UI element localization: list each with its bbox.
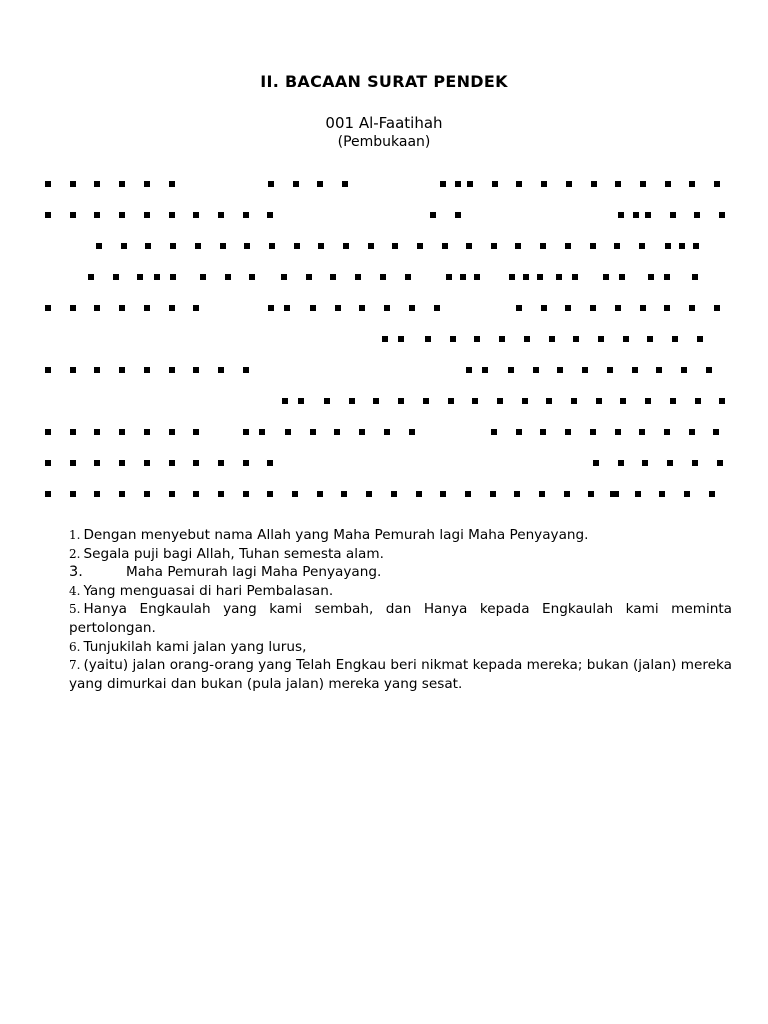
missing-glyph-box — [294, 243, 300, 249]
missing-glyph-box — [94, 491, 100, 497]
missing-glyph-box — [719, 398, 725, 404]
missing-glyph-box — [640, 181, 646, 187]
missing-glyph-box — [137, 274, 143, 280]
missing-glyph-box — [610, 491, 616, 497]
missing-glyph-box — [491, 429, 497, 435]
missing-glyph-box — [514, 491, 520, 497]
verse-translation: Dengan menyebut nama Allah yang Maha Pemurah lagi Maha Penyayang. — [83, 527, 589, 543]
missing-glyph-box — [144, 491, 150, 497]
missing-glyph-box — [330, 274, 336, 280]
missing-glyph-box — [693, 243, 699, 249]
missing-glyph-box — [70, 367, 76, 373]
missing-glyph-box — [448, 398, 454, 404]
missing-glyph-box — [719, 212, 725, 218]
missing-glyph-box — [639, 243, 645, 249]
missing-glyph-box — [557, 367, 563, 373]
missing-glyph-box — [582, 367, 588, 373]
missing-glyph-box — [269, 243, 275, 249]
missing-glyph-box — [522, 398, 528, 404]
missing-glyph-box — [713, 429, 719, 435]
missing-glyph-box — [368, 243, 374, 249]
surah-meaning: (Pembukaan) — [337, 134, 431, 150]
missing-glyph-box — [533, 367, 539, 373]
missing-glyph-box — [349, 398, 355, 404]
missing-glyph-box — [243, 429, 249, 435]
missing-glyph-box — [516, 181, 522, 187]
missing-glyph-box — [659, 491, 665, 497]
missing-glyph-box — [640, 305, 646, 311]
missing-glyph-box — [169, 491, 175, 497]
page-title: II. BACAAN SURAT PENDEK — [260, 72, 508, 91]
missing-glyph-box — [94, 181, 100, 187]
missing-glyph-box — [384, 429, 390, 435]
translation-item-4 — [69, 582, 732, 601]
missing-glyph-box — [556, 274, 562, 280]
missing-glyph-box — [292, 491, 298, 497]
translation-item-2 — [69, 545, 732, 564]
missing-glyph-box — [667, 460, 673, 466]
verse-number: 6. — [69, 639, 81, 654]
surah-name: 001 Al-Faatihah — [325, 114, 443, 132]
missing-glyph-box — [335, 305, 341, 311]
missing-glyph-box — [169, 212, 175, 218]
missing-glyph-box — [541, 181, 547, 187]
missing-glyph-box — [193, 212, 199, 218]
missing-glyph-box — [70, 212, 76, 218]
missing-glyph-box — [298, 398, 304, 404]
missing-glyph-box — [508, 367, 514, 373]
missing-glyph-box — [145, 243, 151, 249]
missing-glyph-box — [169, 460, 175, 466]
missing-glyph-box — [467, 181, 473, 187]
missing-glyph-box — [596, 398, 602, 404]
missing-glyph-box — [268, 305, 274, 311]
missing-glyph-box — [45, 367, 51, 373]
missing-glyph-box — [539, 491, 545, 497]
missing-glyph-box — [218, 460, 224, 466]
missing-glyph-box — [94, 212, 100, 218]
missing-glyph-box — [565, 243, 571, 249]
verse-translation: Hanya Engkaulah yang kami sembah, dan Hanya kepada Engkaulah kami meminta pertolongan. — [69, 601, 732, 636]
missing-glyph-box — [573, 336, 579, 342]
missing-glyph-box — [244, 243, 250, 249]
missing-glyph-box — [218, 212, 224, 218]
missing-glyph-box — [119, 491, 125, 497]
missing-glyph-box — [45, 212, 51, 218]
missing-glyph-box — [259, 429, 265, 435]
missing-glyph-box — [499, 336, 505, 342]
missing-glyph-box — [591, 181, 597, 187]
verse-number: 1. — [69, 528, 81, 542]
verse-number: 3. — [69, 564, 83, 581]
verse-number: 7. — [69, 658, 81, 673]
missing-glyph-box — [623, 336, 629, 342]
missing-glyph-box — [546, 398, 552, 404]
missing-glyph-box — [434, 305, 440, 311]
missing-glyph-box — [572, 274, 578, 280]
missing-glyph-box — [200, 274, 206, 280]
missing-glyph-box — [96, 243, 102, 249]
missing-glyph-box — [665, 243, 671, 249]
verse-translation: Maha Pemurah lagi Maha Penyayang. — [126, 564, 382, 581]
missing-glyph-box — [341, 491, 347, 497]
missing-glyph-box — [632, 367, 638, 373]
missing-glyph-box — [540, 429, 546, 435]
missing-glyph-box — [692, 274, 698, 280]
missing-glyph-box — [455, 181, 461, 187]
missing-glyph-box — [243, 367, 249, 373]
missing-glyph-box — [695, 398, 701, 404]
missing-glyph-box — [398, 398, 404, 404]
missing-glyph-box — [218, 491, 224, 497]
missing-glyph-box — [193, 460, 199, 466]
missing-glyph-box — [373, 398, 379, 404]
verse-number: 4. — [69, 583, 81, 598]
missing-glyph-box — [70, 181, 76, 187]
missing-glyph-box — [70, 429, 76, 435]
missing-glyph-box — [70, 491, 76, 497]
missing-glyph-box — [509, 274, 515, 280]
missing-glyph-box — [645, 212, 651, 218]
missing-glyph-box — [281, 274, 287, 280]
missing-glyph-box — [392, 243, 398, 249]
missing-glyph-box — [474, 336, 480, 342]
missing-glyph-box — [679, 243, 685, 249]
missing-glyph-box — [523, 274, 529, 280]
missing-glyph-box — [697, 336, 703, 342]
missing-glyph-box — [472, 398, 478, 404]
missing-glyph-box — [665, 181, 671, 187]
missing-glyph-box — [566, 181, 572, 187]
missing-glyph-box — [144, 305, 150, 311]
missing-glyph-box — [318, 243, 324, 249]
missing-glyph-box — [169, 367, 175, 373]
missing-glyph-box — [285, 429, 291, 435]
missing-glyph-box — [549, 336, 555, 342]
missing-glyph-box — [614, 243, 620, 249]
missing-glyph-box — [342, 181, 348, 187]
missing-glyph-box — [121, 243, 127, 249]
missing-glyph-box — [460, 274, 466, 280]
missing-glyph-box — [94, 429, 100, 435]
missing-glyph-box — [714, 181, 720, 187]
missing-glyph-box — [440, 491, 446, 497]
missing-glyph-box — [317, 181, 323, 187]
missing-glyph-box — [391, 491, 397, 497]
missing-glyph-box — [615, 305, 621, 311]
missing-glyph-box — [70, 305, 76, 311]
missing-glyph-box — [144, 460, 150, 466]
missing-glyph-box — [565, 305, 571, 311]
missing-glyph-box — [450, 336, 456, 342]
missing-glyph-box — [94, 305, 100, 311]
missing-glyph-box — [113, 274, 119, 280]
missing-glyph-box — [619, 274, 625, 280]
missing-glyph-box — [565, 429, 571, 435]
missing-glyph-box — [267, 460, 273, 466]
missing-glyph-box — [593, 460, 599, 466]
missing-glyph-box — [425, 336, 431, 342]
verse-translation: Yang menguasai di hari Pembalasan. — [83, 582, 334, 599]
missing-glyph-box — [243, 491, 249, 497]
missing-glyph-box — [293, 181, 299, 187]
missing-glyph-box — [571, 398, 577, 404]
missing-glyph-box — [144, 367, 150, 373]
missing-glyph-box — [446, 274, 452, 280]
missing-glyph-box — [170, 243, 176, 249]
missing-glyph-box — [466, 367, 472, 373]
missing-glyph-box — [169, 305, 175, 311]
missing-glyph-box — [382, 336, 388, 342]
missing-glyph-box — [603, 274, 609, 280]
missing-glyph-box — [169, 429, 175, 435]
missing-glyph-box — [170, 274, 176, 280]
missing-glyph-box — [119, 305, 125, 311]
missing-glyph-box — [268, 181, 274, 187]
missing-glyph-box — [482, 367, 488, 373]
missing-glyph-box — [642, 460, 648, 466]
missing-glyph-box — [243, 460, 249, 466]
missing-glyph-box — [709, 491, 715, 497]
missing-glyph-box — [398, 336, 404, 342]
missing-glyph-box — [310, 305, 316, 311]
missing-glyph-box — [144, 181, 150, 187]
missing-glyph-box — [334, 429, 340, 435]
missing-glyph-box — [380, 274, 386, 280]
missing-glyph-box — [620, 398, 626, 404]
missing-glyph-box — [267, 491, 273, 497]
missing-glyph-box — [119, 460, 125, 466]
missing-glyph-box — [154, 274, 160, 280]
translation-list — [69, 526, 732, 693]
missing-glyph-box — [306, 274, 312, 280]
missing-glyph-box — [670, 212, 676, 218]
missing-glyph-box — [706, 367, 712, 373]
missing-glyph-box — [193, 491, 199, 497]
missing-glyph-box — [243, 212, 249, 218]
missing-glyph-box — [317, 491, 323, 497]
translation-item-6 — [69, 638, 732, 657]
missing-glyph-box — [193, 367, 199, 373]
missing-glyph-box — [689, 429, 695, 435]
translation-item-3 — [69, 563, 732, 582]
missing-glyph-box — [45, 181, 51, 187]
verse-translation: (yaitu) jalan orang-orang yang Telah Engkau beri nikmat kepada mereka; bukan (jalan) mereka yang dimurkai dan bukan (pula jalan) mereka yang sesat. — [69, 657, 732, 692]
missing-glyph-box — [714, 305, 720, 311]
missing-glyph-box — [618, 460, 624, 466]
verse-number: 5. — [69, 602, 81, 617]
missing-glyph-box — [119, 429, 125, 435]
missing-glyph-box — [466, 243, 472, 249]
missing-glyph-box — [497, 398, 503, 404]
missing-glyph-box — [664, 305, 670, 311]
missing-glyph-box — [343, 243, 349, 249]
missing-glyph-box — [681, 367, 687, 373]
missing-glyph-box — [88, 274, 94, 280]
missing-glyph-box — [430, 212, 436, 218]
missing-glyph-box — [656, 367, 662, 373]
missing-glyph-box — [490, 491, 496, 497]
missing-glyph-box — [355, 274, 361, 280]
translation-item-1 — [69, 526, 732, 545]
missing-glyph-box — [144, 212, 150, 218]
verse-translation: Segala puji bagi Allah, Tuhan semesta alam. — [83, 545, 384, 562]
missing-glyph-box — [417, 243, 423, 249]
missing-glyph-box — [384, 305, 390, 311]
missing-glyph-box — [119, 367, 125, 373]
missing-glyph-box — [689, 181, 695, 187]
missing-glyph-box — [455, 212, 461, 218]
missing-glyph-box — [672, 336, 678, 342]
missing-glyph-box — [564, 491, 570, 497]
missing-glyph-box — [218, 367, 224, 373]
missing-glyph-box — [409, 429, 415, 435]
missing-glyph-box — [249, 274, 255, 280]
missing-glyph-box — [70, 460, 76, 466]
missing-glyph-box — [94, 367, 100, 373]
missing-glyph-box — [359, 429, 365, 435]
missing-glyph-box — [516, 429, 522, 435]
missing-glyph-box — [717, 460, 723, 466]
missing-glyph-box — [590, 243, 596, 249]
missing-glyph-box — [694, 212, 700, 218]
translation-item-5 — [69, 600, 732, 637]
translation-item-7 — [69, 656, 732, 693]
missing-glyph-box — [540, 243, 546, 249]
missing-glyph-box — [45, 305, 51, 311]
missing-glyph-box — [284, 305, 290, 311]
missing-glyph-box — [588, 491, 594, 497]
missing-glyph-box — [633, 212, 639, 218]
missing-glyph-box — [282, 398, 288, 404]
missing-glyph-box — [639, 429, 645, 435]
missing-glyph-box — [366, 491, 372, 497]
missing-glyph-box — [670, 398, 676, 404]
missing-glyph-box — [45, 491, 51, 497]
missing-glyph-box — [144, 429, 150, 435]
missing-glyph-box — [615, 181, 621, 187]
missing-glyph-box — [491, 243, 497, 249]
missing-glyph-box — [598, 336, 604, 342]
missing-glyph-box — [442, 243, 448, 249]
missing-glyph-box — [515, 243, 521, 249]
verse-translation: Tunjukilah kami jalan yang lurus, — [83, 638, 307, 655]
missing-glyph-box — [516, 305, 522, 311]
missing-glyph-box — [590, 305, 596, 311]
missing-glyph-box — [193, 429, 199, 435]
missing-glyph-box — [635, 491, 641, 497]
verse-number: 2. — [69, 546, 81, 561]
missing-glyph-box — [405, 274, 411, 280]
missing-glyph-box — [684, 491, 690, 497]
missing-glyph-box — [119, 212, 125, 218]
missing-glyph-box — [607, 367, 613, 373]
missing-glyph-box — [524, 336, 530, 342]
missing-glyph-box — [692, 460, 698, 466]
missing-glyph-box — [359, 305, 365, 311]
missing-glyph-box — [310, 429, 316, 435]
missing-glyph-box — [618, 212, 624, 218]
missing-glyph-box — [220, 243, 226, 249]
missing-glyph-box — [416, 491, 422, 497]
missing-glyph-box — [195, 243, 201, 249]
missing-glyph-box — [537, 274, 543, 280]
missing-glyph-box — [664, 274, 670, 280]
missing-glyph-box — [613, 491, 619, 497]
missing-glyph-box — [541, 305, 547, 311]
missing-glyph-box — [94, 460, 100, 466]
missing-glyph-box — [45, 429, 51, 435]
missing-glyph-box — [267, 212, 273, 218]
missing-glyph-box — [590, 429, 596, 435]
missing-glyph-box — [645, 398, 651, 404]
missing-glyph-box — [169, 181, 175, 187]
missing-glyph-box — [440, 181, 446, 187]
missing-glyph-box — [474, 274, 480, 280]
missing-glyph-box — [615, 429, 621, 435]
missing-glyph-box — [689, 305, 695, 311]
missing-glyph-box — [648, 274, 654, 280]
missing-glyph-box — [647, 336, 653, 342]
missing-glyph-box — [423, 398, 429, 404]
missing-glyph-box — [225, 274, 231, 280]
missing-glyph-box — [664, 429, 670, 435]
missing-glyph-box — [465, 491, 471, 497]
missing-glyph-box — [492, 181, 498, 187]
missing-glyph-box — [45, 460, 51, 466]
missing-glyph-box — [324, 398, 330, 404]
missing-glyph-box — [193, 305, 199, 311]
missing-glyph-box — [409, 305, 415, 311]
missing-glyph-box — [119, 181, 125, 187]
